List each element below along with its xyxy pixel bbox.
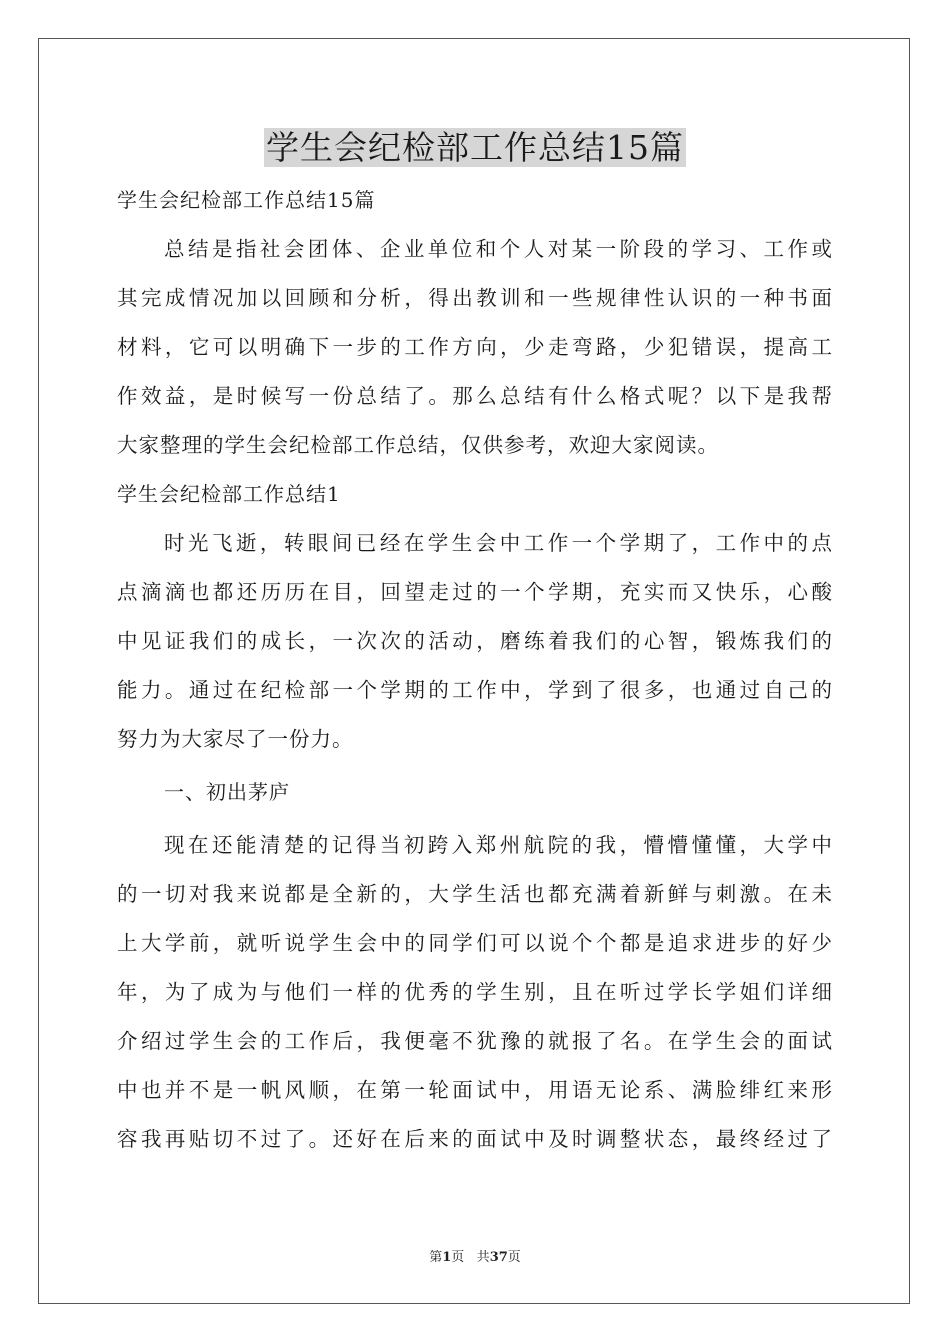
- paragraph-line: 点滴滴也都还历历在目，回望走过的一个学期，充实而又快乐，心酸: [117, 580, 833, 604]
- intro-line: 作效益，是时候写一份总结了。那么总结有什么格式呢？以下是我帮: [117, 384, 833, 408]
- paragraph-line: 中见证我们的成长，一次次的活动，磨练着我们的心智，锻炼我们的: [117, 629, 833, 653]
- page-footer: [0, 1246, 950, 1265]
- intro-line: 其完成情况加以回顾和分析，得出教训和一些规律性认识的一种书面: [117, 286, 833, 310]
- paragraph-line: 中也并不是一帆风顺，在第一轮面试中，用语无论系、满脸绯红来形: [117, 1078, 833, 1102]
- document-body: [117, 176, 833, 1164]
- page-number: 1: [442, 1250, 452, 1265]
- page-prefix: 第: [429, 1250, 443, 1265]
- paragraph-line: 能力。通过在纪检部一个学期的工作中，学到了很多，也通过自己的: [117, 678, 833, 702]
- paragraph-line: 容我再贴切不过了。还好在后来的面试中及时调整状态，最终经过了: [117, 1127, 833, 1151]
- intro-line: 材料，它可以明确下一步的工作方向，少走弯路，少犯错误，提高工: [117, 335, 833, 359]
- paragraph-line: 介绍过学生会的工作后，我便毫不犹豫的就报了名。在学生会的面试: [117, 1029, 833, 1053]
- paragraph-line: 上大学前，就听说学生会中的同学们可以说个个都是追求进步的好少: [117, 931, 833, 955]
- total-pages: 37: [489, 1250, 508, 1265]
- paragraph-line: 年，为了成为与他们一样的优秀的学生别，且在听过学长学姐们详细: [117, 980, 833, 1004]
- document-title: 学生会纪检部工作总结15篇: [266, 128, 684, 167]
- total-prefix: 共: [476, 1250, 490, 1265]
- subtitle: 学生会纪检部工作总结15篇: [117, 188, 376, 212]
- page-suffix: 页: [451, 1250, 465, 1265]
- paragraph-line: 的一切对我来说都是全新的，大学生活也都充满着新鲜与刺激。在未: [117, 882, 833, 906]
- section-heading: 学生会纪检部工作总结1: [117, 482, 341, 506]
- paragraph-line: 时光飞逝，转眼间已经在学生会中工作一个学期了，工作中的点: [164, 531, 833, 555]
- subheading: 一、初出茅庐: [164, 780, 290, 804]
- paragraph-line: 努力为大家尽了一份力。: [117, 727, 354, 751]
- total-suffix: 页: [507, 1250, 521, 1265]
- intro-line: 大家整理的学生会纪检部工作总结，仅供参考，欢迎大家阅读。: [117, 433, 719, 457]
- intro-line: 总结是指社会团体、企业单位和个人对某一阶段的学习、工作或: [164, 237, 833, 261]
- paragraph-line: 现在还能清楚的记得当初跨入郑州航院的我，懵懵懂懂，大学中: [164, 833, 833, 857]
